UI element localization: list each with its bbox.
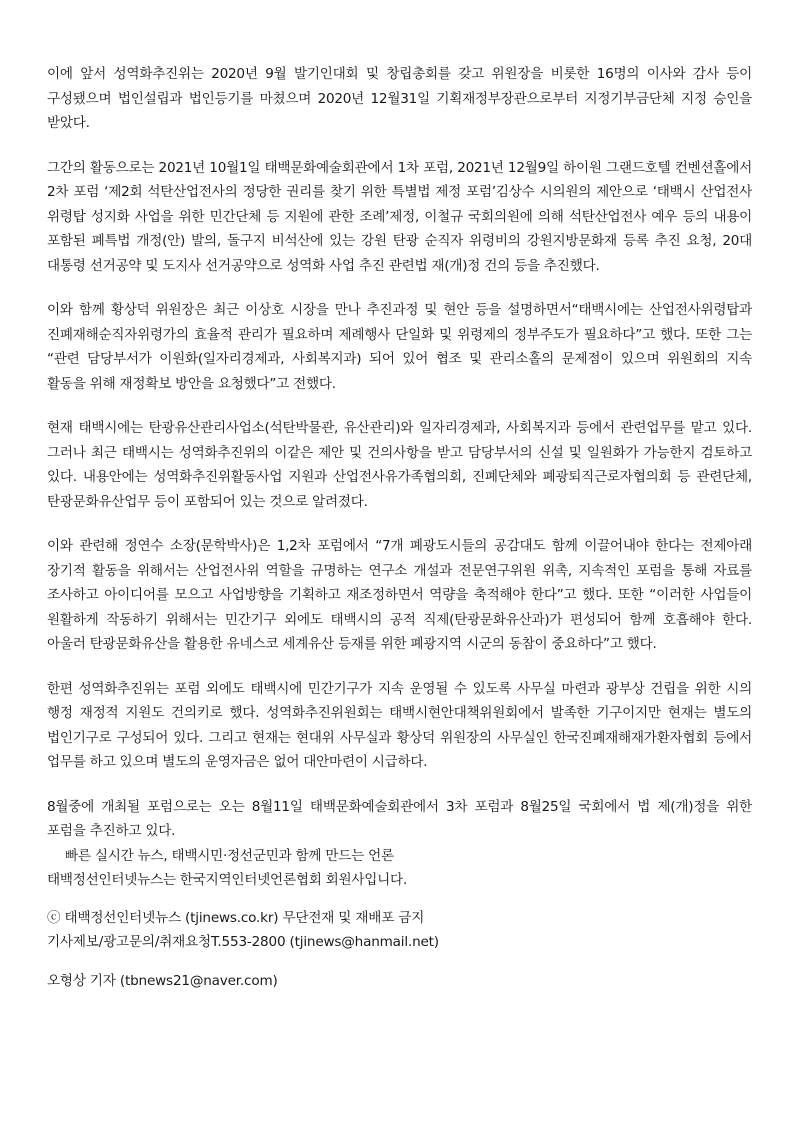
- article-paragraph: 이와 함께 황상덕 위원장은 최근 이상호 시장을 만나 추진과정 및 현안 등을 설명하면서“태백시에는 산업전사위령탑과 진폐재해순직자위령가의 효율적 관리가 필요하며 제례행사 단일화 및 위령제의 정부주도가 필요하다”고 했다. 또한 그는 “관련 담당부서가 이원화(일자리경제과, 사회복지과) 되어 있어 협조 및 관리소홀의 문제점이 있으며 위원회의 지속 활동을 위해 재정확보 방안을 요청했다”고 전했다.: [47, 302, 752, 392]
- copyright-notice: ⓒ 태백정선인터넷뉴스 (tjinews.co.kr) 무단전재 및 재배포 금지: [47, 909, 425, 926]
- article-body: [47, 62, 752, 993]
- article-paragraph: 이와 관련해 정연수 소장(문학박사)은 1,2차 포럼에서 “7개 폐광도시들의 공감대도 함께 이끌어내야 한다는 전제아래 장기적 활동을 위해서는 산업전사위 역할을 규명하는 연구소 개설과 전문연구위원 위촉, 지속적인 포럼을 통해 자료를 조사하고 아이디어를 모으고 사업방향을 기획하고 재조정하면서 역량을 축적해야 한다”고 했다. 또한 “이러한 사업들이 원활하게 작동하기 위해서는 민간기구 외에도 태백시의 공적 직제(탄광문화유산과)가 편성되어 함께 호흡해야 한다. 아울러 탄광문화유산을 활용한 유네스코 세계유산 등재를 위한 폐광지역 시군의 동참이 중요하다”고 했다.: [47, 538, 752, 652]
- article-paragraph: 그간의 활동으로는 2021년 10월1일 태백문화예술회관에서 1차 포럼, 2021년 12월9일 하이원 그랜드호텔 컨벤션홀에서 2차 포럼 ‘제2회 석탄산업전사의 정당한 권리를 찾기 위한 특별법 제정 포럼’김상수 시의원의 제안으로 ‘태백시 산업전사 위령탑 성지화 사업을 위한 민간단체 등 지원에 관한 조례’제정, 이철규 국회의원에 의해 석탄산업전사 예우 등의 내용이 포함된 폐특법 개정(안) 발의, 돌구지 비석산에 있는 강원 탄광 순직자 위령비의 강원지방문화재 등록 추진 요청, 20대 대통령 선거공약 및 도지사 선거공약으로 성역화 사업 추진 관련법 재(개)정 건의 등을 추진했다.: [47, 159, 752, 274]
- news-tagline: 빠른 실시간 뉴스, 태백시민·정선군민과 함께 만드는 언론: [65, 847, 394, 864]
- closing-paragraph: 8월중에 개최될 포럼으로는 오는 8월11일 태백문화예술회관에서 3차 포럼과 8월25일 국회에서 법 제(개)정을 위한 포럼을 추진하고 있다.: [47, 798, 752, 839]
- reporter-byline: 오형상 기자 (tbnews21@naver.com): [47, 972, 278, 989]
- closing-block: [47, 795, 752, 893]
- membership-notice: 태백정선인터넷뉴스는 한국지역인터넷언론협회 회원사입니다.: [47, 872, 408, 888]
- contact-info: 기사제보/광고문의/취재요청T.553-2800 (tjinews@hanmail.net): [47, 933, 439, 950]
- article-paragraph: 이에 앞서 성역화추진위는 2020년 9월 발기인대회 및 창립총회를 갖고 위원장을 비롯한 16명의 이사와 감사 등이 구성됐으며 법인설립과 법인등기를 마쳤으며 2020년 12월31일 기획재정부장관으로부터 지정기부금단체 지정 승인을 받았다.: [47, 66, 752, 131]
- article-footer: [47, 906, 752, 954]
- article-paragraph: 현재 태백시에는 탄광유산관리사업소(석탄박물관, 유산관리)와 일자리경제과, 사회복지과 등에서 관련업무를 맡고 있다. 그러나 최근 태백시는 성역화추진위의 이같은 제안 및 건의사항을 받고 담당부서의 신설 및 일원화가 가능한지 검토하고 있다. 내용안에는 성역화추진위활동사업 지원과 산업전사유가족협의회, 진폐단체와 폐광퇴직근로자협의회 등 관련단체, 탄광문화유산업무 등이 포함되어 있는 것으로 알려졌다.: [47, 420, 753, 510]
- article-paragraph: 한편 성역화추진위는 포럼 외에도 태백시에 민간기구가 지속 운영될 수 있도록 사무실 마련과 광부상 건립을 위한 시의 행정 재정적 지원도 건의키로 했다. 성역화추진위원회는 태백시현안대책위원회에서 발족한 기구이지만 현재는 별도의 법인기구로 구성되어 있다. 그리고 현재는 현대위 사무실과 황상덕 위원장의 사무실인 한국진폐재해재가환자협회 등에서 업무를 하고 있으며 별도의 운영자금은 없어 대안마련이 시급하다.: [47, 680, 752, 770]
